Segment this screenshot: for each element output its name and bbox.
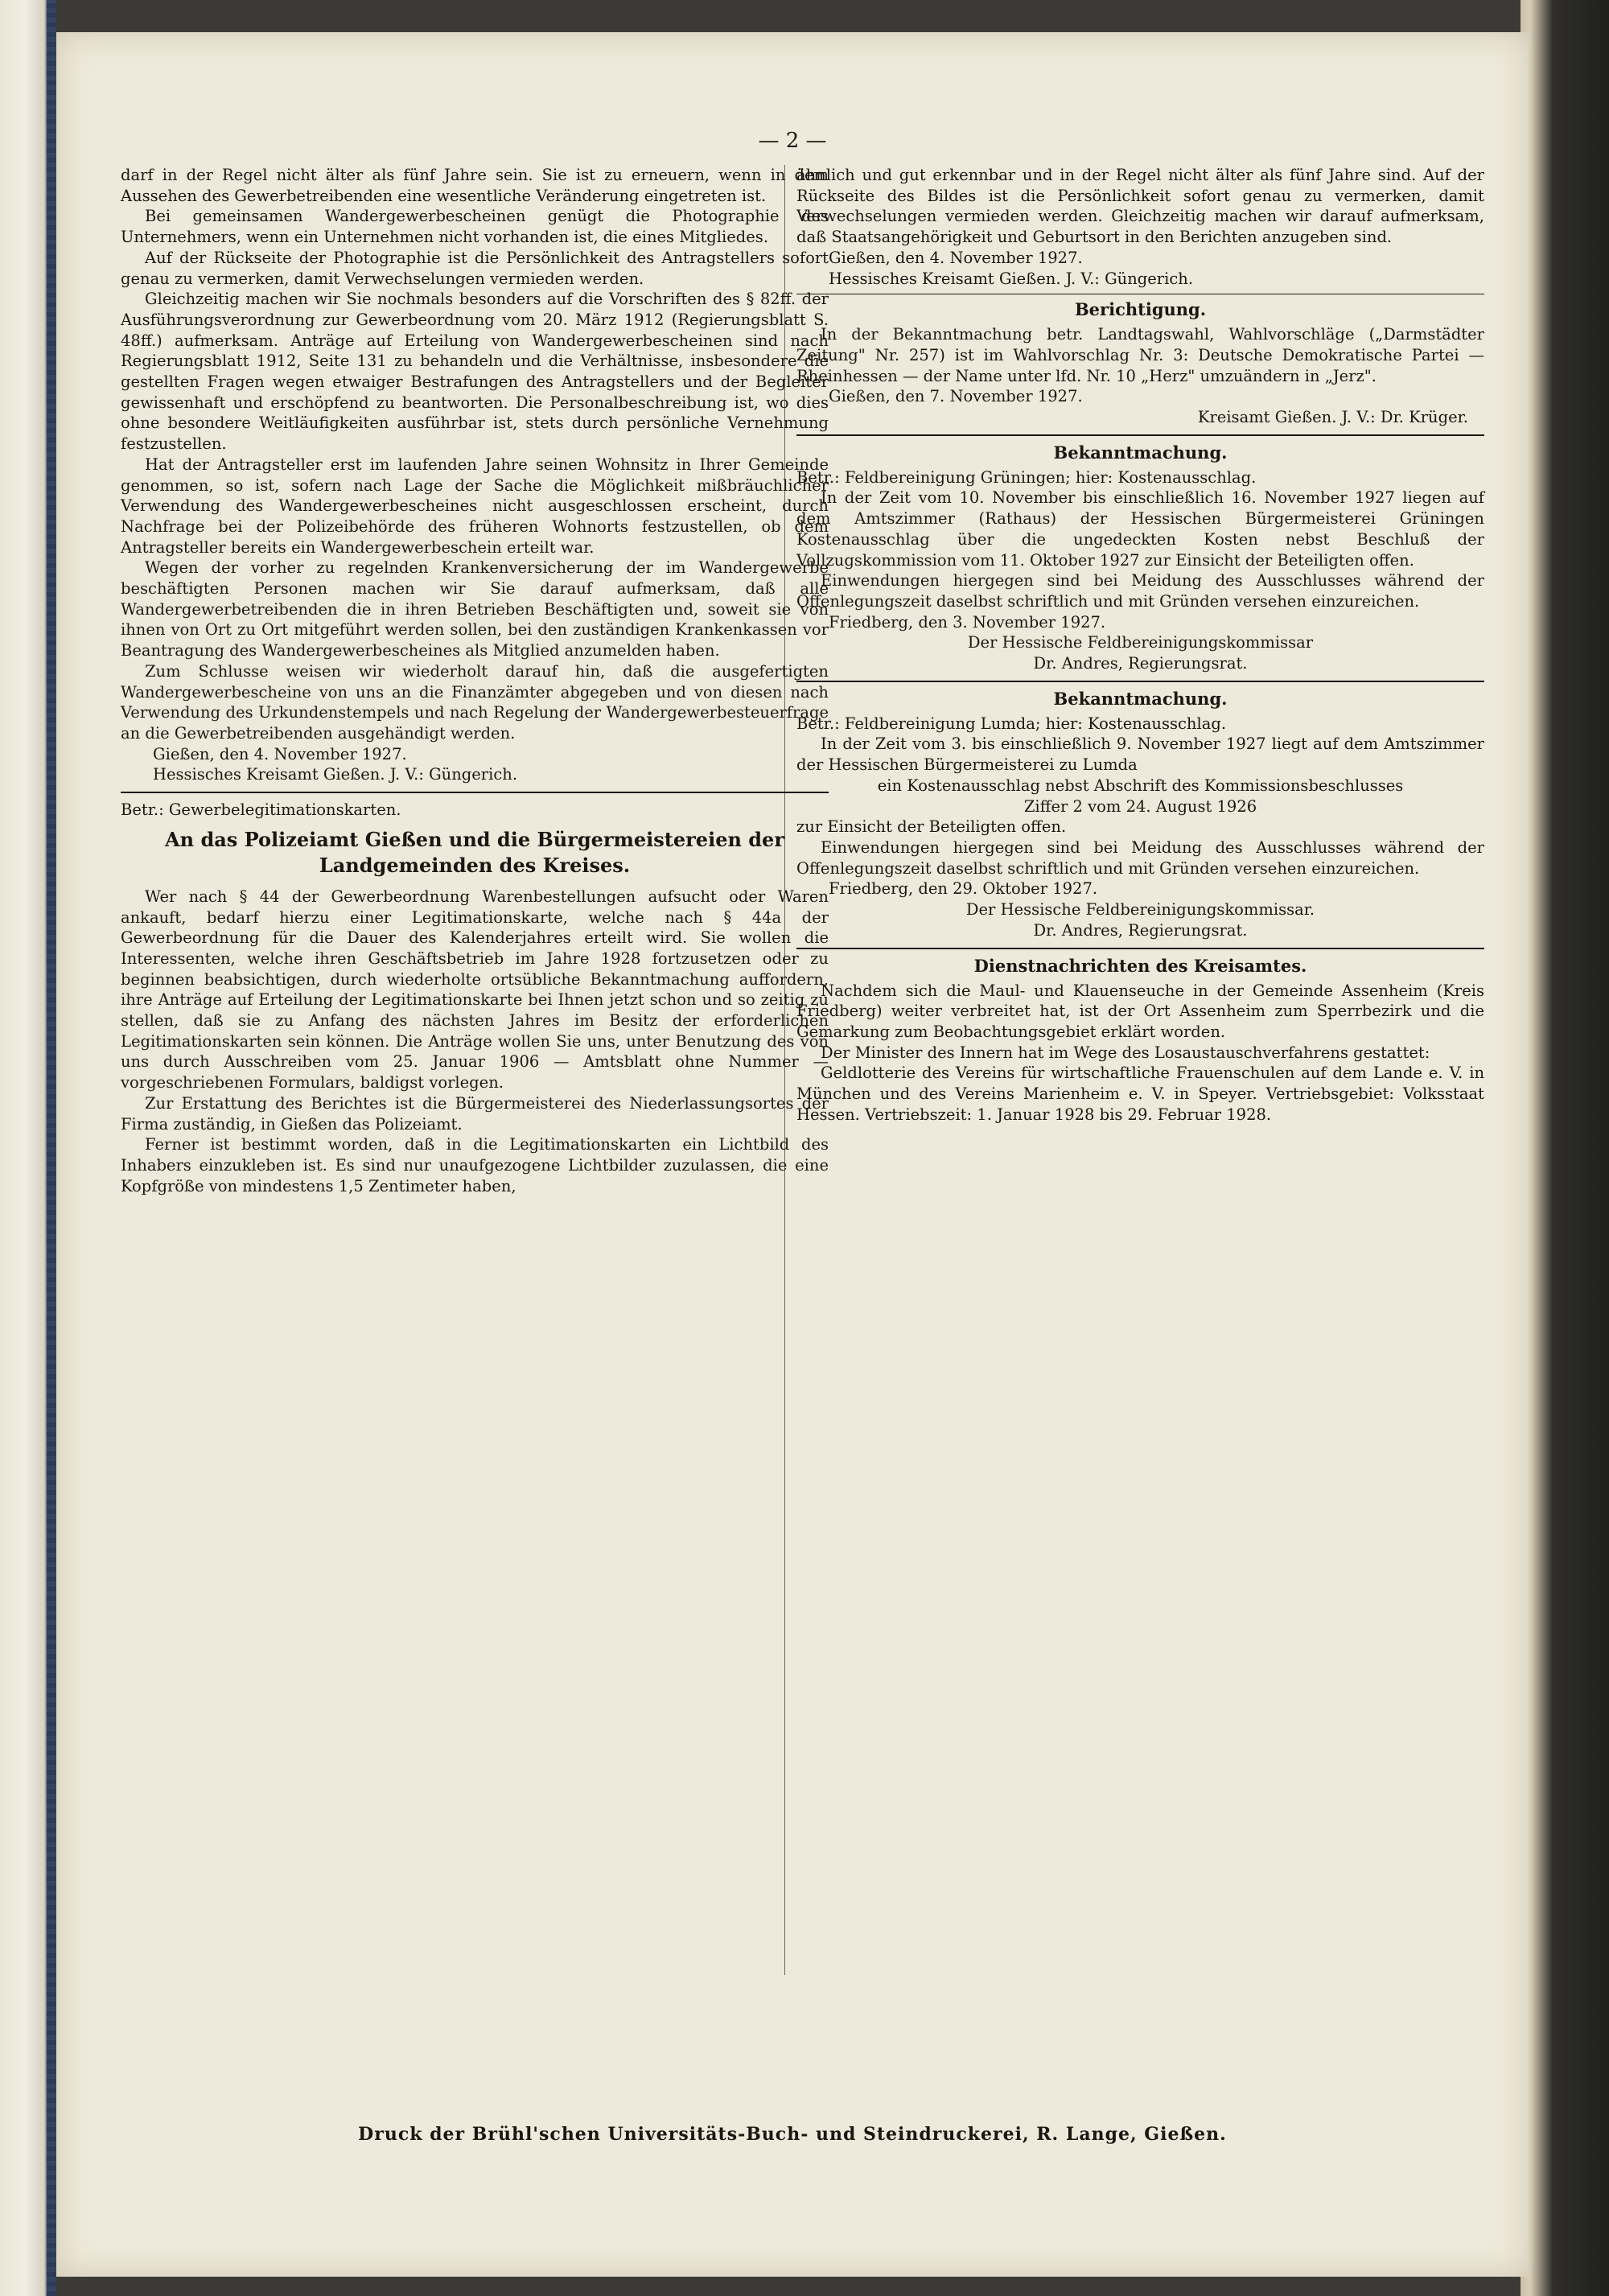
left-column	[121, 165, 829, 1196]
paragraph: Einwendungen hiergegen sind bei Meidung des Ausschlusses während der Offenlegungszeit daselbst schriftlich und mit Gründen versehen einzureichen.	[796, 837, 1484, 878]
section-divider	[121, 792, 829, 793]
page-edge	[1521, 0, 1609, 2296]
section-heading: Bekanntmachung.	[1053, 688, 1228, 709]
date-line: Gießen, den 7. November 1927.	[829, 387, 1083, 406]
paragraph: Bei gemeinsamen Wandergewerbescheinen genügt die Photographie des Unternehmers, wenn ein Unternehmen nicht vorhanden ist, die eines Mitgliedes.	[121, 207, 829, 247]
paragraph: ähnlich und gut erkennbar und in der Regel nicht älter als fünf Jahre sind. Auf der Rückseite des Bildes ist die Persönlichkeit sofort genau zu vermerken, damit Verwechselungen vermieden werden. Gleichzeitig machen wir darauf aufmerksam, daß Staatsangehörigkeit und Geburtsort in den Berichten anzugeben sind.	[796, 166, 1484, 247]
paragraph: Der Minister des Innern hat im Wege des Losaustauschverfahrens gestattet:	[821, 1043, 1430, 1062]
paragraph: darf in der Regel nicht älter als fünf Jahre sein. Sie ist zu erneuern, wenn in dem Aussehen des Gewerbetreibenden eine wesentliche Veränderung eingetreten ist.	[121, 166, 829, 205]
paragraph: In der Bekanntmachung betr. Landtagswahl, Wahlvorschläge („Darmstädter Zeitung" Nr. 257) ist im Wahlvorschlag Nr. 3: Deutsche Demokratische Partei — Rheinhessen — der Name unter lfd. Nr. 10 „Herz" umzuändern in „Jerz".	[796, 325, 1484, 385]
date-line: Gießen, den 4. November 1927.	[829, 248, 1083, 267]
section-divider	[796, 948, 1484, 949]
right-column	[796, 165, 1484, 1125]
section-heading: Bekanntmachung.	[1053, 442, 1228, 463]
section-heading: Dienstnachrichten des Kreisamtes.	[973, 955, 1307, 976]
authority-signature: Hessisches Kreisamt Gießen. J. V.: Güngerich.	[153, 765, 518, 784]
paragraph: Gleichzeitig machen wir Sie nochmals besonders auf die Vorschriften des § 82ff. der Ausführungsverordnung zur Gewerbeordnung vom 20. März 1912 (Regierungsblatt S. 48ff.) aufmerksam. Anträge auf Erteilung von Wandergewerbescheinen sind nach Regierungsblatt 1912, Seite 131 zu behandeln und die Verhältnisse, insbesondere die gestellten Fragen wegen etwaiger Bestrafungen des Antragstellers und der Begleiter gewissenhaft und erschöpfend zu beantworten. Die Personalbeschreibung ist, wo dies ohne besondere Weitläufigkeiten ausführbar ist, stets durch persönliche Vernehmung festzustellen.	[121, 290, 829, 454]
paragraph: In der Zeit vom 3. bis einschließlich 9. November 1927 liegt auf dem Amtszimmer der Hessischen Bürgermeisterei zu Lumda	[796, 734, 1484, 775]
section-divider	[796, 681, 1484, 682]
authority-signature: Dr. Andres, Regierungsrat.	[1033, 654, 1248, 673]
page-number: — 2 —	[758, 129, 827, 153]
paragraph: Einwendungen hiergegen sind bei Meidung des Ausschlusses während der Offenlegungszeit daselbst schriftlich und mit Gründen versehen einzureichen.	[796, 571, 1484, 611]
paragraph: ein Kostenausschlag nebst Abschrift des Kommissionsbeschlusses	[877, 776, 1404, 795]
date-line: Friedberg, den 3. November 1927.	[829, 612, 1106, 632]
paragraph: zur Einsicht der Beteiligten offen.	[796, 817, 1067, 837]
paragraph: Wegen der vorher zu regelnden Krankenversicherung der im Wandergewerbe beschäftigten Personen machen wir Sie darauf aufmerksam, daß alle Wandergewerbetreibenden die in ihren Betrieben Beschäftigten und, soweit sie von ihnen von Ort zu Ort mitgeführt werden sollen, bei den zuständigen Krankenkassen vor Beantragung des Wandergewerbescheines als Mitglied anzumelden haben.	[121, 558, 829, 660]
paragraph: Zur Erstattung des Berichtes ist die Bürgermeisterei des Niederlassungsortes der Firma zuständig, in Gießen das Polizeiamt.	[121, 1093, 829, 1134]
authority-signature: Kreisamt Gießen. J. V.: Dr. Krüger.	[1197, 408, 1468, 427]
authority-signature: Der Hessische Feldbereinigungskommissar	[967, 633, 1314, 652]
paragraph: Geldlotterie des Vereins für wirtschaftliche Frauenschulen auf dem Lande e. V. in München und des Vereins Marienheim e. V. in Speyer. Vertriebsgebiet: Volksstaat Hessen. Vertriebszeit: 1. Januar 1928 bis 29. Februar 1928.	[796, 1064, 1484, 1124]
newspaper-page	[56, 32, 1529, 2277]
paragraph: In der Zeit vom 10. November bis einschließlich 16. November 1927 liegen auf dem Amtszimmer (Rathaus) der Hessischen Bürgermeisterei Grüningen Kostenausschlag über die ungedeckten Kosten nebst Beschluß der Vollzugskommission vom 11. Oktober 1927 zur Einsicht der Beteiligten offen.	[796, 488, 1484, 570]
authority-signature: Hessisches Kreisamt Gießen. J. V.: Güngerich.	[829, 269, 1194, 288]
notice-heading: An das Polizeiamt Gießen und die Bürgermeistereien der Landgemeinden des Kreises.	[165, 827, 784, 877]
section-divider	[796, 434, 1484, 436]
printer-imprint: Druck der Brühl'schen Universitäts-Buch- und Steindruckerei, R. Lange, Gießen.	[358, 2124, 1227, 2145]
authority-signature: Dr. Andres, Regierungsrat.	[1033, 920, 1248, 940]
binding-cloth	[47, 0, 56, 2296]
paragraph: Hat der Antragsteller erst im laufenden Jahre seinen Wohnsitz in Ihrer Gemeinde genommen, so ist, sofern nach Lage der Sache die Möglichkeit mißbräuchlicher Verwendung des Wandergewerbescheines nicht ausgeschlossen erscheint, durch Nachfrage bei der Polizeibehörde des früheren Wohnorts festzustellen, ob dem Antragsteller bereits ein Wandergewerbeschein erteilt war.	[121, 455, 829, 557]
date-line: Gießen, den 4. November 1927.	[153, 744, 407, 763]
subject-line: Betr.: Feldbereinigung Lumda; hier: Kostenausschlag.	[796, 714, 1227, 733]
authority-signature: Der Hessische Feldbereinigungskommissar.	[965, 900, 1315, 920]
date-line: Friedberg, den 29. Oktober 1927.	[829, 879, 1098, 899]
paragraph: Wer nach § 44 der Gewerbeordnung Warenbestellungen aufsucht oder Waren ankauft, bedarf hierzu einer Legitimationskarte, welche nach § 44a der Gewerbeordnung für die Dauer des Kalenderjahres erteilt wird. Sie wollen die Interessenten, welche ihren Geschäftsbetrieb im Jahre 1928 fortzusetzen oder zu beginnen beabsichtigen, durch wiederholte ortsübliche Bekanntmachung auffordern, ihre Anträge auf Erteilung der Legitimationskarte bei Ihnen jetzt schon und so zeitig zu stellen, daß sie zu Anfang des nächsten Jahres im Besitz der erforderlichen Legitimationskarten sein können. Die Anträge wollen Sie uns, unter Benutzung des von uns durch Ausschreiben vom 25. Januar 1906 — Amtsblatt ohne Nummer — vorgeschriebenen Formulars, baldigst vorlegen.	[121, 887, 829, 1092]
subject-line: Betr.: Gewerbelegitimationskarten.	[121, 800, 401, 820]
paragraph: Zum Schlusse weisen wir wiederholt darauf hin, daß die ausgefertigten Wandergewerbescheine von uns an die Finanzämter abgegeben und von diesen nach Verwendung des Urkundenstempels und nach Regelung der Wandergewerbesteuerfrage an die Gewerbetreibenden ausgehändigt werden.	[121, 661, 829, 743]
paragraph: Auf der Rückseite der Photographie ist die Persönlichkeit des Antragstellers sofort genau zu vermerken, damit Verwechselungen vermieden werden.	[121, 248, 829, 288]
subject-line: Betr.: Feldbereinigung Grüningen; hier: Kostenausschlag.	[796, 467, 1257, 487]
paragraph: Nachdem sich die Maul- und Klauenseuche in der Gemeinde Assenheim (Kreis Friedberg) weiter verbreitet hat, ist der Ort Assenheim zum Sperrbezirk und die Gemarkung zum Beobachtungsgebiet erklärt worden.	[796, 981, 1484, 1041]
paragraph: Ferner ist bestimmt worden, daß in die Legitimationskarten ein Lichtbild des Inhabers einzukleben ist. Es sind nur unaufgezogene Lichtbilder zuzulassen, die eine Kopfgröße von mindestens 1,5 Zentimeter haben,	[121, 1135, 829, 1195]
section-heading: Berichtigung.	[1074, 299, 1207, 320]
paragraph: Ziffer 2 vom 24. August 1926	[1023, 796, 1257, 816]
